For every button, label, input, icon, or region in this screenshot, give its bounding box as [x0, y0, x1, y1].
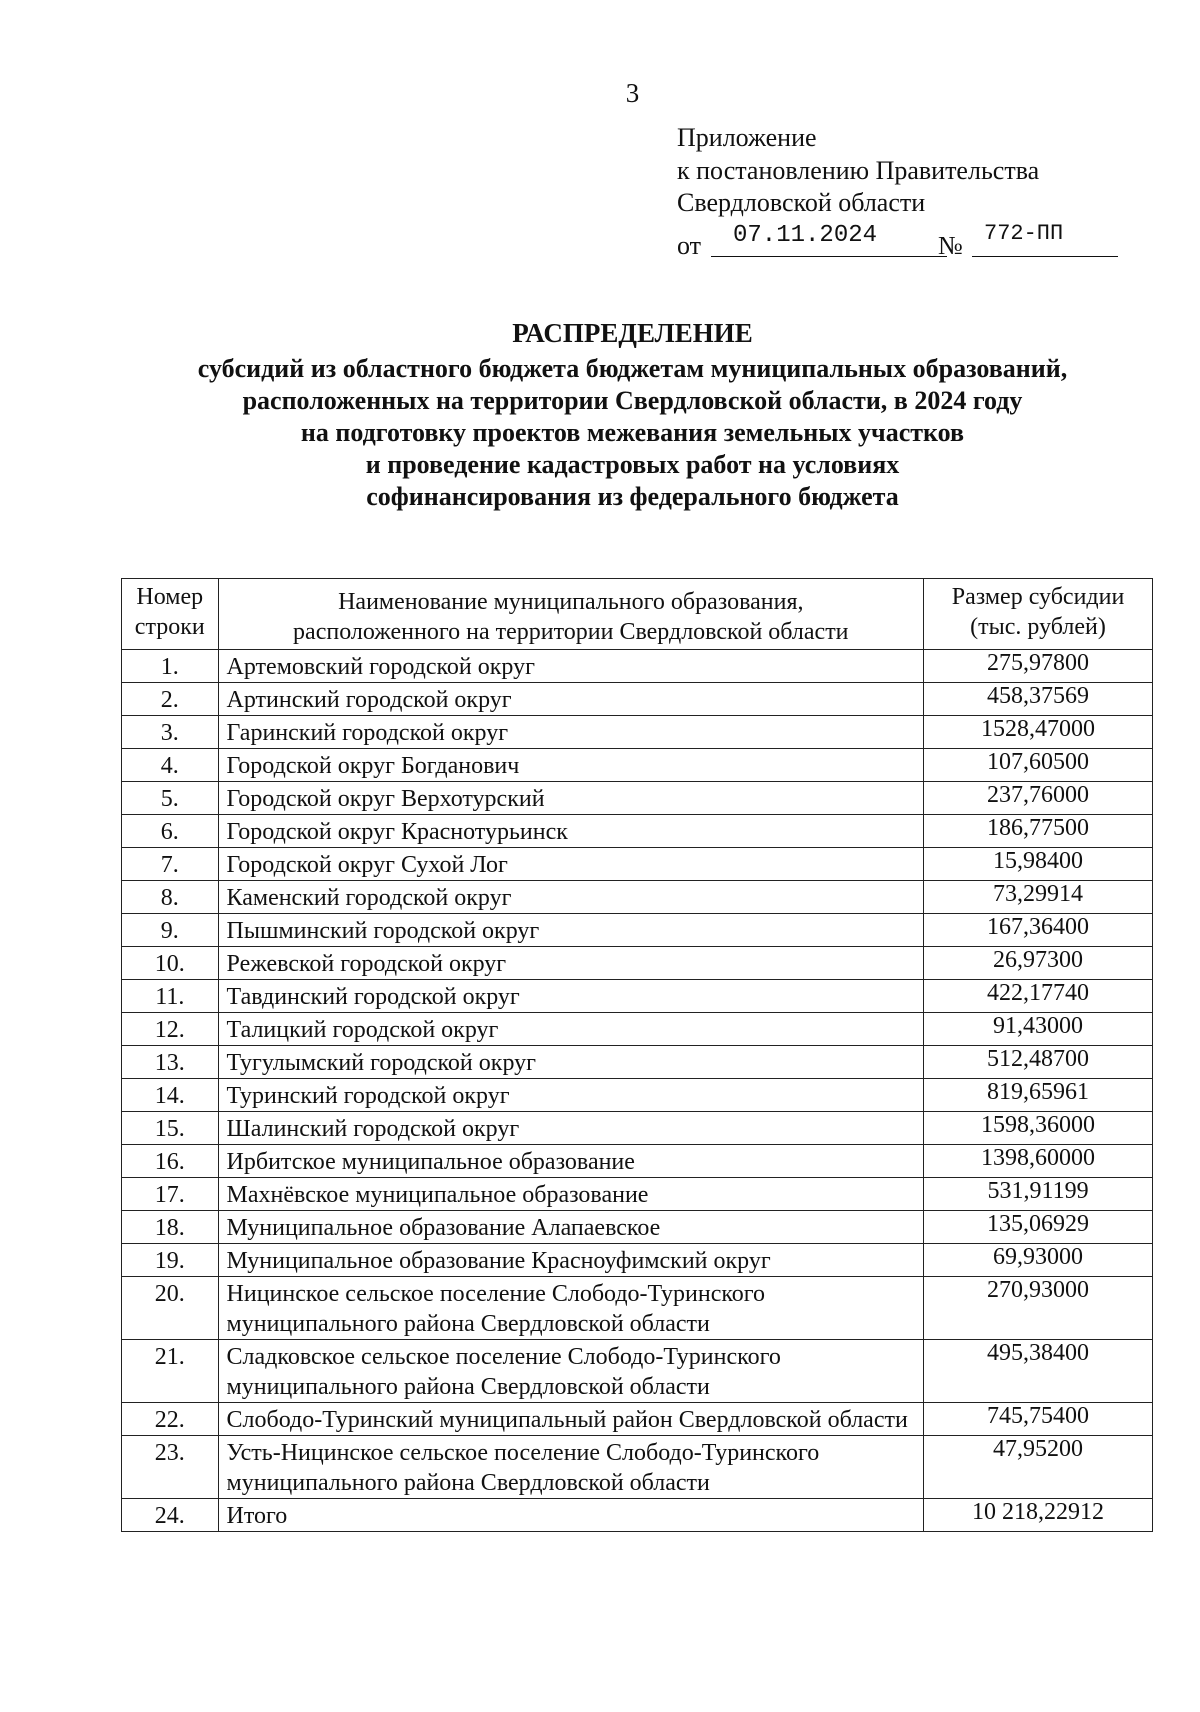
row-number: 19. [122, 1244, 219, 1277]
subtitle-line: расположенных на территории Свердловской области, в 2024 году [242, 386, 1023, 415]
row-amount: 495,38400 [924, 1340, 1153, 1403]
row-number: 23. [122, 1436, 219, 1499]
header-amount [924, 579, 1153, 650]
subsidy-table [121, 578, 1153, 1532]
row-number: 15. [122, 1112, 219, 1145]
table-row [122, 980, 1153, 1013]
table-header-row [122, 579, 1153, 650]
header-amount-line: (тыс. рублей) [970, 614, 1106, 640]
row-name: Городской округ Сухой Лог [218, 848, 924, 881]
row-name: Пышминский городской округ [218, 914, 924, 947]
document-title: РАСПРЕДЕЛЕНИЕ [512, 318, 753, 348]
row-amount: 186,77500 [924, 815, 1153, 848]
header-number-line: Номер [136, 584, 204, 610]
row-number: 20. [122, 1277, 219, 1340]
row-name: Талицкий городской округ [218, 1013, 924, 1046]
row-amount: 10 218,22912 [924, 1499, 1153, 1532]
row-number: 6. [122, 815, 219, 848]
row-amount: 1598,36000 [924, 1112, 1153, 1145]
row-amount: 422,17740 [924, 980, 1153, 1013]
row-amount: 275,97800 [924, 650, 1153, 683]
row-number: 17. [122, 1178, 219, 1211]
row-amount: 745,75400 [924, 1403, 1153, 1436]
row-name: Шалинский городской округ [218, 1112, 924, 1145]
row-amount: 237,76000 [924, 782, 1153, 815]
table-row [122, 1403, 1153, 1436]
subtitle-line: софинансирования из федерального бюджета [366, 482, 899, 511]
row-amount: 512,48700 [924, 1046, 1153, 1079]
row-name: Режевской городской округ [218, 947, 924, 980]
table-row [122, 1340, 1153, 1403]
table-row [122, 1436, 1153, 1499]
row-amount: 1398,60000 [924, 1145, 1153, 1178]
table-body [122, 650, 1153, 1532]
row-name: Артинский городской округ [218, 683, 924, 716]
row-name: Гаринский городской округ [218, 716, 924, 749]
row-number: 22. [122, 1403, 219, 1436]
row-amount: 167,36400 [924, 914, 1153, 947]
row-name: Тавдинский городской округ [218, 980, 924, 1013]
table-row [122, 716, 1153, 749]
row-number: 9. [122, 914, 219, 947]
table-row [122, 848, 1153, 881]
row-name: Слободо-Туринский муниципальный район Свердловской области [218, 1403, 924, 1436]
row-name: Каменский городской округ [218, 881, 924, 914]
header-number-line: строки [134, 614, 205, 640]
row-amount: 26,97300 [924, 947, 1153, 980]
row-name: Тугулымский городской округ [218, 1046, 924, 1079]
row-amount: 531,91199 [924, 1178, 1153, 1211]
row-number: 16. [122, 1145, 219, 1178]
row-amount: 47,95200 [924, 1436, 1153, 1499]
table-row [122, 683, 1153, 716]
row-amount: 458,37569 [924, 683, 1153, 716]
row-name: Ирбитское муниципальное образование [218, 1145, 924, 1178]
row-number: 3. [122, 716, 219, 749]
row-number: 18. [122, 1211, 219, 1244]
row-name: Ницинское сельское поселение Слободо-Туринского муниципального района Свердловской области [218, 1277, 924, 1340]
table-row [122, 1178, 1153, 1211]
row-amount: 69,93000 [924, 1244, 1153, 1277]
header-name [218, 579, 924, 650]
row-number: 12. [122, 1013, 219, 1046]
row-name: Туринский городской округ [218, 1079, 924, 1112]
number-label: № [938, 230, 963, 260]
row-number: 1. [122, 650, 219, 683]
table-row [122, 1244, 1153, 1277]
table-row [122, 1046, 1153, 1079]
row-number: 8. [122, 881, 219, 914]
table-row [122, 1211, 1153, 1244]
table-row [122, 1112, 1153, 1145]
table-row [122, 815, 1153, 848]
row-number: 2. [122, 683, 219, 716]
date-field [711, 220, 947, 257]
document-date: 07.11.2024 [733, 221, 878, 249]
header-amount-line: Размер субсидии [951, 584, 1125, 610]
row-amount: 107,60500 [924, 749, 1153, 782]
table-row [122, 1499, 1153, 1532]
row-name: Махнёвское муниципальное образование [218, 1178, 924, 1211]
number-field [972, 220, 1118, 257]
table-row [122, 1079, 1153, 1112]
document-number: 772-ПП [984, 220, 1064, 246]
table-row [122, 650, 1153, 683]
row-name: Городской округ Верхотурский [218, 782, 924, 815]
table-row [122, 1277, 1153, 1340]
row-name: Сладковское сельское поселение Слободо-Туринского муниципального района Свердловской области [218, 1340, 924, 1403]
table-row [122, 1013, 1153, 1046]
row-amount: 819,65961 [924, 1079, 1153, 1112]
row-amount: 1528,47000 [924, 716, 1153, 749]
subtitle-line: субсидий из областного бюджета бюджетам муниципальных образований, [197, 354, 1068, 383]
row-number: 10. [122, 947, 219, 980]
table-row [122, 881, 1153, 914]
table-row [122, 749, 1153, 782]
row-name: Городской округ Краснотурьинск [218, 815, 924, 848]
row-name: Артемовский городской округ [218, 650, 924, 683]
row-name: Городской округ Богданович [218, 749, 924, 782]
row-number: 4. [122, 749, 219, 782]
header-number [122, 579, 219, 650]
header-name-line: расположенного на территории Свердловской области [293, 619, 849, 645]
row-name: Муниципальное образование Алапаевское [218, 1211, 924, 1244]
row-amount: 135,06929 [924, 1211, 1153, 1244]
table-row [122, 914, 1153, 947]
subtitle-line: и проведение кадастровых работ на условиях [365, 450, 900, 479]
row-number: 13. [122, 1046, 219, 1079]
header-name-line: Наименование муниципального образования, [338, 589, 804, 615]
table-row [122, 782, 1153, 815]
appendix-line: Свердловской области [677, 188, 926, 217]
appendix-line: Приложение [677, 123, 817, 152]
appendix-line: к постановлению Правительства [677, 155, 1040, 185]
table-row [122, 947, 1153, 980]
date-prefix: от [677, 230, 702, 260]
row-number: 24. [122, 1499, 219, 1532]
row-amount: 15,98400 [924, 848, 1153, 881]
row-amount: 270,93000 [924, 1277, 1153, 1340]
row-number: 11. [122, 980, 219, 1013]
page-number: 3 [625, 78, 640, 108]
row-number: 7. [122, 848, 219, 881]
row-name: Итого [218, 1499, 924, 1532]
row-number: 5. [122, 782, 219, 815]
appendix-block [677, 122, 1064, 260]
row-number: 21. [122, 1340, 219, 1403]
subtitle-line: на подготовку проектов межевания земельных участков [300, 418, 965, 447]
document-subtitle [0, 353, 1200, 513]
row-name: Муниципальное образование Красноуфимский округ [218, 1244, 924, 1277]
table-row [122, 1145, 1153, 1178]
row-number: 14. [122, 1079, 219, 1112]
row-amount: 73,29914 [924, 881, 1153, 914]
registration-line [677, 220, 1064, 260]
row-amount: 91,43000 [924, 1013, 1153, 1046]
row-name: Усть-Ницинское сельское поселение Слободо-Туринского муниципального района Свердловской области [218, 1436, 924, 1499]
